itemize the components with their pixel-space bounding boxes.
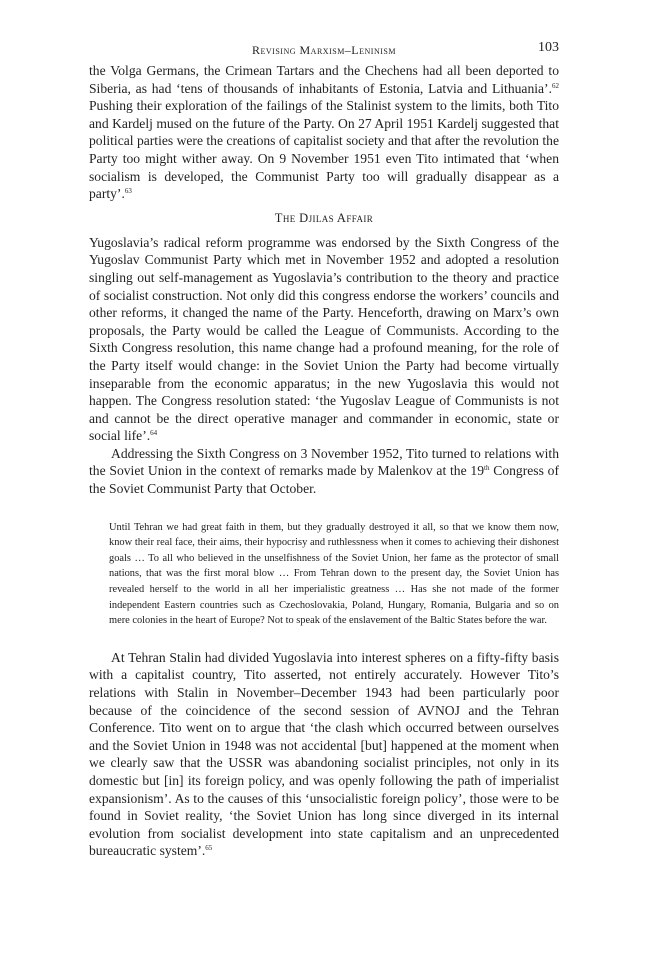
paragraph-3-text-a: Addressing the Sixth Congress on 3 November 1952, Tito turned to relations with the Soviet Union in the context of remarks made by Malenkov at the 19 bbox=[89, 445, 559, 479]
footnote-ref-63: 63 bbox=[124, 187, 132, 196]
block-quotation bbox=[109, 520, 559, 629]
paragraph-1 bbox=[89, 62, 559, 203]
paragraph-1-text-a: the Volga Germans, the Crimean Tartars and the Chechens had all been deported to Siberia, as had ‘tens of thousands of inhabitants of Estonia, Latvia and Lithuania’. bbox=[89, 63, 559, 96]
paragraph-1-text-b: Pushing their exploration of the failings of the Stalinist system to the limits, both Tito and Kardelj mused on the future of the Party. On 27 April 1951 Kardelj suggested that political parties were the creations of capitalist society and that after the revolution the Party too might wither away. On 9 November 1951 even Tito intimated that ‘when socialism is developed, the Communist Party too will gradually disappear as a party’. bbox=[89, 98, 559, 202]
section-heading: The Djilas Affair bbox=[274, 210, 374, 225]
paragraph-2 bbox=[89, 234, 559, 445]
running-head bbox=[89, 40, 559, 62]
footnote-ref-64: 64 bbox=[150, 429, 158, 438]
ordinal-suffix: th bbox=[484, 464, 490, 473]
footnote-ref-65: 65 bbox=[205, 844, 213, 853]
paragraph-4-text: At Tehran Stalin had divided Yugoslavia into interest spheres on a fifty-fifty basis with a capitalist country, Tito asserted, not entirely accurately. However Tito’s relations with Stalin in November–December 1943 had been particularly poor because of the coincidence of the second session of AVNOJ and the Tehran Conference. Tito went on to argue that ‘the clash which occurred between ourselves and the Soviet Union in 1948 was not accidental [but] happened at the moment when we clearly saw that the USSR was abandoning socialist principles, not only in its domestic but [in] its foreign policy, and was openly following the path of imperialist expansionism’. As to the causes of this ‘unsocialistic foreign policy’, those were to be found in Soviet reality, ‘the Soviet Union has long since diverged in its internal evolution from socialist development into state capitalism and an unprecedented bureaucratic system’. bbox=[89, 649, 559, 859]
running-title: Revising Marxism–Leninism bbox=[252, 43, 396, 57]
book-page bbox=[89, 40, 559, 860]
paragraph-3 bbox=[89, 445, 559, 498]
paragraph-3-text-b: Congress of the Soviet Communist Party that October. bbox=[89, 463, 559, 497]
paragraph-4 bbox=[89, 649, 559, 860]
paragraph-2-text: Yugoslavia’s radical reform programme was endorsed by the Sixth Congress of the Yugoslav Communist Party which met in November 1952 and adopted a resolution singling out self-management as Yugoslavia’s contribution to the theory and practice of socialist construction. Not only did this congress endorse the workers’ councils and other reforms, it changed the name of the Party. Henceforth, drawing on Marx’s own proposals, the Party would be called the League of Communists. According to the Sixth Congress resolution, this name change had a profound meaning, for the role of the Party itself would change: in the Soviet Union the Party had become virtually inseparable from the economic apparatus; in the new Yugoslavia this would not happen. The Congress resolution stated: ‘the Yugoslav League of Communists is not and cannot be the direct operative manager and commander in economic, state or social life’. bbox=[89, 234, 559, 444]
page-number: 103 bbox=[538, 40, 559, 55]
quotation-text: Until Tehran we had great faith in them, but they gradually destroyed it all, so that we know them now, know their real face, their aims, their hypocrisy and ruthlessness when it comes to achieving their dishonest goals … To all who believed in the unselfishness of the Soviet Union, her fame as the protector of small nations, that was the first moral blow … From Tehran down to the present day, the Soviet Union has revealed herself to the world in all her imperialistic greatness … Has she not made of the former independent Eastern countries such as Czechoslovakia, Poland, Hungary, Romania, Bulgaria and so on mere colonies in the heart of Europe? Not to speak of the enslavement of the Baltic States before the war. bbox=[109, 521, 559, 627]
footnote-ref-62: 62 bbox=[552, 81, 559, 90]
